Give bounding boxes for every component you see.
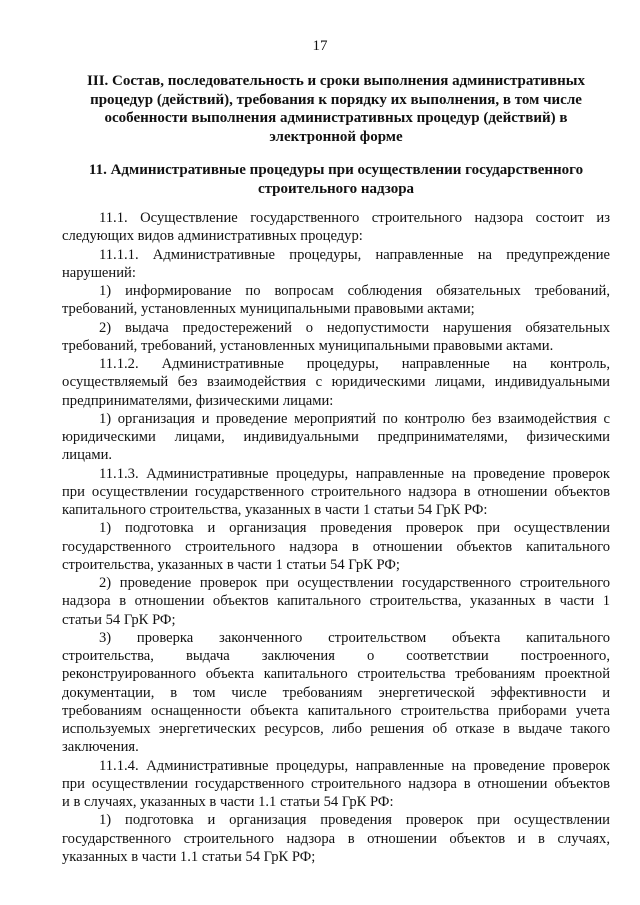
paragraph-line: 11.1.1. Административные процедуры, направленные на предупреждение [99,246,610,263]
paragraph-line: 2) проведение проверок при осуществлении государственного строительного [99,575,610,591]
paragraph-line: 11.1.2. Административные процедуры, направленные на контроль, [99,356,610,372]
paragraph-line: используемых энергетических ресурсов, либо решения об отказе в выдаче такого [62,721,610,737]
paragraph-line: 11.1.4. Административные процедуры, направленные на проведение проверок [99,757,610,774]
paragraph-line: 1) организация и проведение мероприятий по контролю без взаимодействия с [99,410,610,427]
paragraph-line: 1) подготовка и организация проведения проверок при осуществлении [99,520,610,537]
paragraph-line: надзора в отношении объектов капитального строительства, указанных в части 1 [62,593,610,610]
paragraph [62,246,610,283]
paragraph [62,355,610,410]
paragraph [62,209,610,246]
subsection-heading-line: 11. Административные процедуры при осуществлении государственного [88,162,584,178]
paragraph-line: следующих видов административных процедур: [62,228,363,245]
paragraph [62,574,610,629]
paragraph-line: 11.1.3. Административные процедуры, направленные на проведение проверок [99,465,610,482]
paragraph [62,282,610,319]
paragraph-line: указанных в части 1.1 статьи 54 ГрК РФ; [62,848,316,865]
section-heading-line: процедур (действий), требования к порядку их выполнения, в том числе [90,91,582,108]
paragraph-line: 1) подготовка и организация проведения проверок при осуществлении [99,812,610,829]
subsection-heading [62,161,610,198]
section-heading-line: электронной форме [269,128,403,145]
paragraph-line: 3) проверка законченного строительством объекта капитального [99,629,610,646]
paragraph [62,757,610,812]
paragraph-line: нарушений: [62,264,136,281]
paragraph-line: лицами. [62,447,113,464]
section-heading-line: особенности выполнения административных процедур (действий) в [104,110,568,126]
paragraph-line: 11.1. Осуществление государственного строительного надзора состоит из [99,210,610,226]
paragraph-line: требований, установленных муниципальными правовыми актами; [62,301,475,318]
paragraph-line: 1) информирование по вопросам соблюдения обязательных требований, [99,283,610,299]
paragraph [62,811,610,866]
paragraph-line: государственного строительного надзора в отношении объектов капитального [62,538,610,555]
paragraph [62,410,610,465]
paragraph [62,519,610,574]
section-heading-line: III. Состав, последовательность и сроки выполнения административных [87,73,585,89]
paragraph-line: реконструированного объекта капитального строительства требованиям проектной [62,666,610,683]
paragraph-line: документации, в том числе требованиям энергетической эффективности и [62,684,610,701]
paragraph-line: требованиям оснащенности объекта капитального строительства приборами учета [62,702,610,719]
paragraph-line: требований, требований, установленных муниципальными правовыми актами. [62,337,554,354]
paragraph-line: строительства, выдача заключения о соответствии построенного, [62,648,610,664]
document-body [62,209,610,866]
paragraph [62,629,610,757]
paragraph-line: капитального строительства, указанных в части 1 статьи 54 ГрК РФ: [62,502,488,518]
paragraph-line: при осуществлении государственного строительного надзора в отношении объектов [62,775,610,792]
paragraph-line: и в случаях, указанных в части 1.1 статьи 54 ГрК РФ: [62,794,394,810]
paragraph-line: статьи 54 ГрК РФ; [62,611,176,628]
page-number: 17 [312,38,328,54]
paragraph-line: заключения. [62,739,139,756]
paragraph [62,319,610,356]
paragraph-line: юридическими лицами, индивидуальными предпринимателями, физическими [62,429,610,445]
paragraph-line: предпринимателями, физическими лицами: [62,392,334,409]
subsection-heading-line: строительного надзора [257,180,415,197]
paragraph-line: осуществляемый без взаимодействия с юридическими лицами, индивидуальными [62,374,610,391]
section-heading [62,72,610,146]
paragraph-line: строительства, указанных в части 1 статьи 54 ГрК РФ; [62,556,400,573]
paragraph-line: государственного строительного надзора в отношении объектов и в случаях, [62,830,610,847]
paragraph [62,465,610,520]
paragraph-line: при осуществлении государственного строительного надзора в отношении объектов [62,483,610,500]
paragraph-line: 2) выдача предостережений о недопустимости нарушения обязательных [99,319,610,336]
